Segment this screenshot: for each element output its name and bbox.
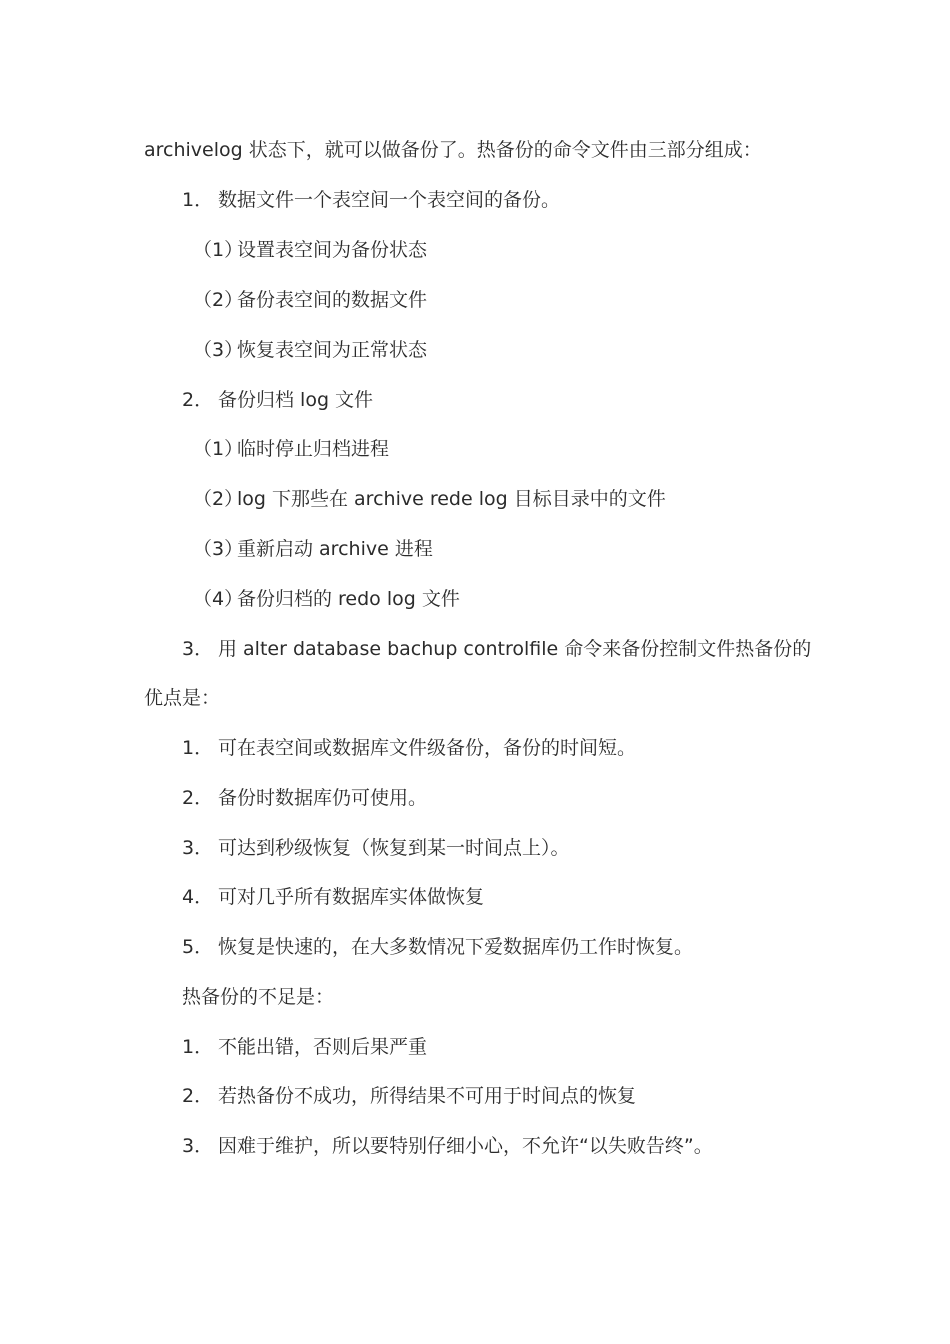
advantage-item-1 — [182, 736, 636, 760]
sub-item-2-3 — [193, 537, 433, 561]
line-text: 备份归档 log 文件 — [218, 389, 374, 411]
line-text: 设置表空间为备份状态 — [237, 239, 428, 261]
list-item-3-controlfile — [182, 637, 811, 661]
sub-item-1-2 — [193, 288, 427, 312]
list-number: 5． — [182, 936, 214, 958]
list-number: 1． — [182, 1036, 214, 1058]
paragraph-line-advantages — [144, 686, 220, 710]
disadvantage-item-2 — [182, 1084, 636, 1108]
line-text: 临时停止归档进程 — [237, 438, 390, 460]
list-number: 1． — [182, 737, 214, 759]
sub-number: （3） — [193, 339, 244, 361]
list-number: 4． — [182, 886, 214, 908]
list-number: 2． — [182, 389, 214, 411]
line-text: 备份归档的 redo log 文件 — [237, 588, 460, 610]
line-text: 因难于维护，所以要特别仔细小心，不允许“以失败告终”。 — [218, 1135, 713, 1157]
line-text: 可对几乎所有数据库实体做恢复 — [218, 886, 485, 908]
line-text: 不能出错，否则后果严重 — [218, 1036, 428, 1058]
sub-item-2-1 — [193, 437, 389, 461]
line-text: 用 alter database bachup controlfile 命令来备份控制文件热备份的 — [218, 638, 812, 660]
line-text: 恢复表空间为正常状态 — [237, 339, 428, 361]
line-text: 若热备份不成功，所得结果不可用于时间点的恢复 — [218, 1085, 637, 1107]
sub-number: （1） — [193, 239, 244, 261]
line-text: 恢复是快速的，在大多数情况下爱数据库仍工作时恢复。 — [218, 936, 694, 958]
disadvantage-item-3 — [182, 1134, 713, 1158]
line-text: 优点是： — [144, 687, 221, 709]
line-text: 备份时数据库仍可使用。 — [218, 787, 428, 809]
list-number: 3． — [182, 638, 214, 660]
sub-item-1-1 — [193, 238, 427, 262]
list-item-2-archive-log — [182, 388, 373, 412]
sub-item-2-2 — [193, 487, 666, 511]
line-text: 备份表空间的数据文件 — [237, 289, 428, 311]
disadvantage-item-1 — [182, 1035, 427, 1059]
line-text: 可达到秒级恢复（恢复到某一时间点上）。 — [218, 837, 570, 859]
line-text: log 下那些在 archive rede log 目标目录中的文件 — [237, 488, 666, 510]
list-number: 3． — [182, 837, 214, 859]
sub-number: （3） — [193, 538, 244, 560]
sub-number: （1） — [193, 438, 244, 460]
list-number: 3． — [182, 1135, 214, 1157]
paragraph-line-disadvantages — [182, 985, 334, 1009]
list-number: 2． — [182, 1085, 214, 1107]
line-text: 可在表空间或数据库文件级备份，备份的时间短。 — [218, 737, 637, 759]
advantage-item-3 — [182, 836, 570, 860]
advantage-item-2 — [182, 786, 427, 810]
sub-item-1-3 — [193, 338, 427, 362]
sub-number: （4） — [193, 588, 244, 610]
advantage-item-5 — [182, 935, 693, 959]
list-number: 1． — [182, 189, 214, 211]
sub-item-2-4 — [193, 587, 460, 611]
line-text: 热备份的不足是： — [182, 986, 335, 1008]
line-text: 数据文件一个表空间一个表空间的备份。 — [218, 189, 561, 211]
paragraph-line-intro — [144, 138, 762, 162]
line-text: 重新启动 archive 进程 — [237, 538, 433, 560]
line-text: archivelog 状态下，就可以做备份了。热备份的命令文件由三部分组成： — [144, 139, 762, 161]
sub-number: （2） — [193, 488, 244, 510]
advantage-item-4 — [182, 885, 484, 909]
sub-number: （2） — [193, 289, 244, 311]
list-number: 2． — [182, 787, 214, 809]
list-item-1-datafiles — [182, 188, 560, 212]
